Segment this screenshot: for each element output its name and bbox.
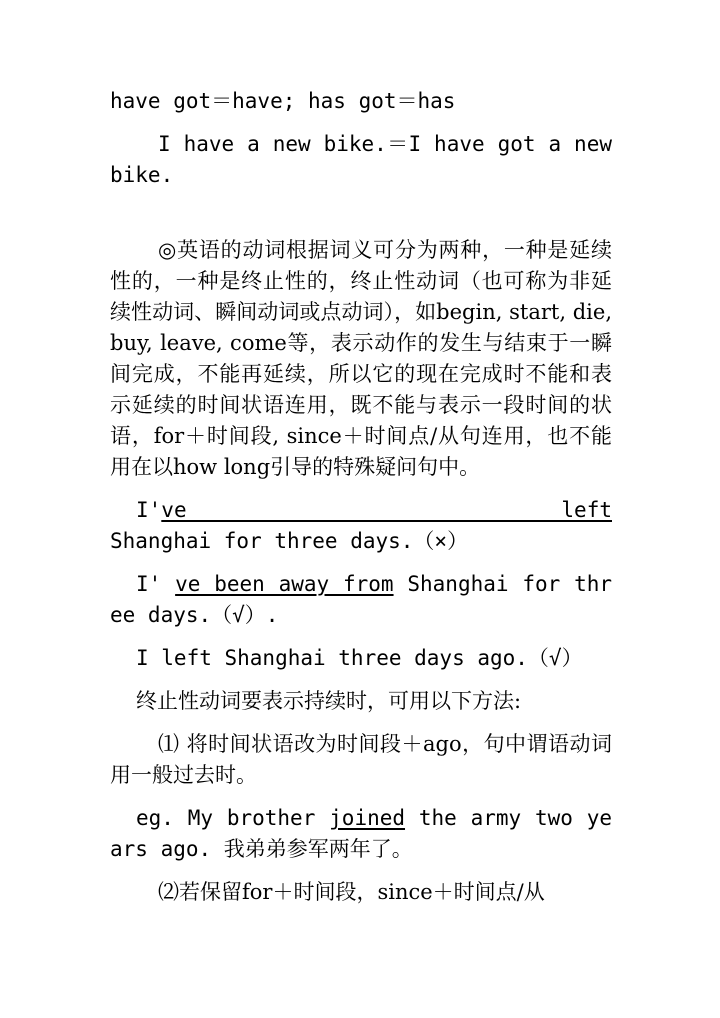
method-2: ⑵若保留for＋时间段，since＋时间点/从: [158, 880, 545, 904]
have-got-example: I have a new bike.＝I have got a new bike.: [110, 132, 612, 187]
have-got-rule: have got＝have; has got＝has: [110, 89, 456, 113]
method-1-example-suffix: the army two years ago. 我弟弟参军两年了。: [110, 806, 612, 861]
example-correct-1-suffix: Shanghai for three days.（√）.: [110, 572, 613, 627]
method-1-example-prefix: eg. My brother: [136, 806, 330, 830]
method-1-example-underlined: joined: [329, 806, 406, 830]
example-correct-1: [110, 569, 612, 631]
example-wrong-suffix: Shanghai for three days.（×）: [110, 529, 469, 553]
example-wrong-prefix: I': [136, 498, 162, 522]
example-correct-2: I left Shanghai three days ago.（√）: [136, 646, 583, 670]
example-wrong-underlined: ve left: [161, 498, 612, 522]
method-intro: 终止性动词要表示持续时，可用以下方法:: [136, 689, 522, 713]
example-wrong: [110, 495, 612, 557]
method-1-example: [110, 803, 612, 865]
example-correct-1-underlined: ve been away from: [175, 572, 394, 596]
terminative-verb-explanation: ◎英语的动词根据词义可分为两种，一种是延续性的，一种是终止性的，终止性动词（也可称为非延续性动词、瞬间动词或点动词），如begin, start, die, buy, leave, come等，表示动作的发生与结束于一瞬间完成，不能再延续，所以它的现在完成时不能和表示延续的时间状语连用，既不能与表示一段时间的状语，for＋时间段, since＋时间点/从句连用，也不能用在以how long引导的特殊疑问句中。: [110, 238, 612, 479]
document-body: [110, 86, 612, 908]
example-correct-1-prefix: I': [136, 572, 176, 596]
method-1: ⑴ 将时间状语改为时间段＋ago，句中谓语动词用一般过去时。: [110, 732, 612, 787]
